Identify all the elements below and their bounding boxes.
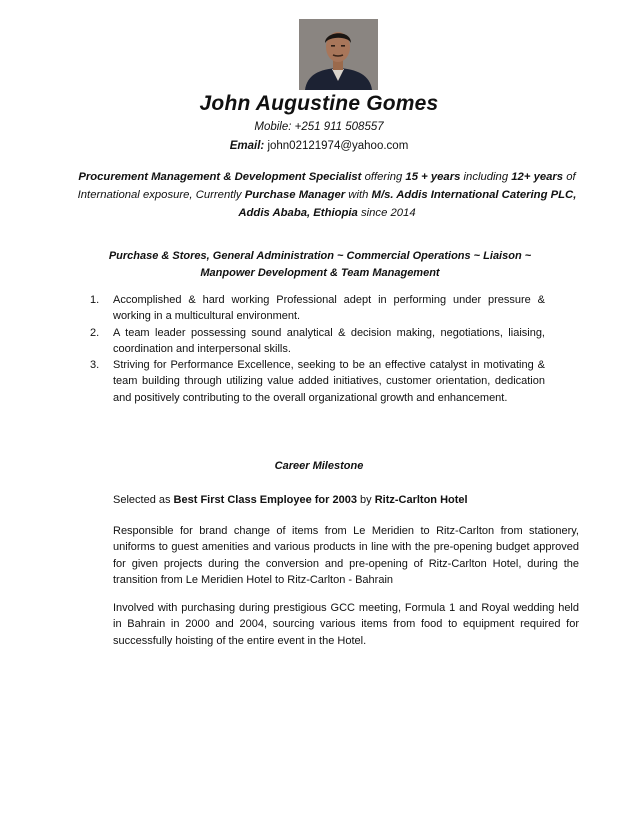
award-paragraph: [113, 492, 579, 508]
summary-role: Procurement Management & Development Specialist: [78, 171, 362, 183]
award-text: by: [356, 494, 375, 506]
expertise-areas: [90, 248, 550, 282]
portrait-image: [299, 19, 378, 90]
email-label: Email:: [229, 140, 265, 152]
summary-text: since 2014: [357, 207, 416, 219]
milestone-paragraph-events: Involved with purchasing during prestigious GCC meeting, Formula 1 and Royal wedding held in Bahrain in 2000 and 2004, sourcing various items from food to equipment required for successfully hoisting of the entire event in the Hotel.: [113, 602, 579, 647]
summary-position: Purchase Manager: [244, 189, 346, 201]
expertise-line: Purchase & Stores, General Administration ~ Commercial Operations ~ Liaison ~: [108, 250, 532, 262]
list-item: [90, 292, 545, 325]
strengths-list: [90, 292, 545, 406]
candidate-name: John Augustine Gomes: [199, 92, 439, 115]
list-item-text: A team leader possessing sound analytical & decision making, negotiations, liaising, coordination and interpersonal skills.: [113, 326, 545, 355]
list-number: 1.: [90, 294, 100, 306]
list-number: 3.: [90, 359, 100, 372]
summary-text: of International exposure, Currently: [77, 171, 576, 201]
email-line: [0, 140, 638, 152]
mobile-number: Mobile: +251 911 508557: [254, 121, 384, 133]
list-item-text: Accomplished & hard working Professional adept in performing under pressure & working in a multicultural environment.: [113, 294, 545, 323]
summary-text: including: [460, 171, 512, 183]
section-title-career-milestone: Career Milestone: [274, 460, 364, 472]
profile-photo: [299, 19, 378, 90]
list-item: [90, 325, 545, 358]
summary-text: with: [345, 189, 372, 201]
list-item-text: Striving for Performance Excellence, seeking to be an effective catalyst in motivating & team building through utilizing value added initiatives, customer orientation, dedication and positively contributing to the overall organizational growth and enhancement.: [113, 359, 545, 404]
expertise-line: Manpower Development & Team Management: [200, 267, 440, 279]
list-number: 2.: [90, 326, 100, 339]
summary-company: M/s. Addis International Catering PLC, Addis Ababa, Ethiopia: [238, 189, 577, 219]
award-organization: Ritz-Carlton Hotel: [374, 494, 468, 506]
summary-text: offering: [361, 171, 406, 183]
professional-summary: [72, 168, 582, 222]
list-item: [90, 357, 545, 406]
award-name: Best First Class Employee for 2003: [173, 494, 357, 506]
email-address[interactable]: john02121974@yahoo.com: [267, 140, 409, 152]
milestone-paragraph-brand-change: Responsible for brand change of items from Le Meridien to Ritz-Carlton from stationery, uniforms to guest amenities and various products in line with the pre-opening budget approved for given projects during the conversion and pre-opening of Ritz-Carlton Hotel, during the transition from Le Meridien Hotel to Ritz-Carlton - Bahrain: [113, 525, 579, 587]
summary-years: 15 + years: [405, 171, 461, 183]
summary-intl-years: 12+ years: [511, 171, 564, 183]
award-text: Selected as: [113, 494, 174, 506]
